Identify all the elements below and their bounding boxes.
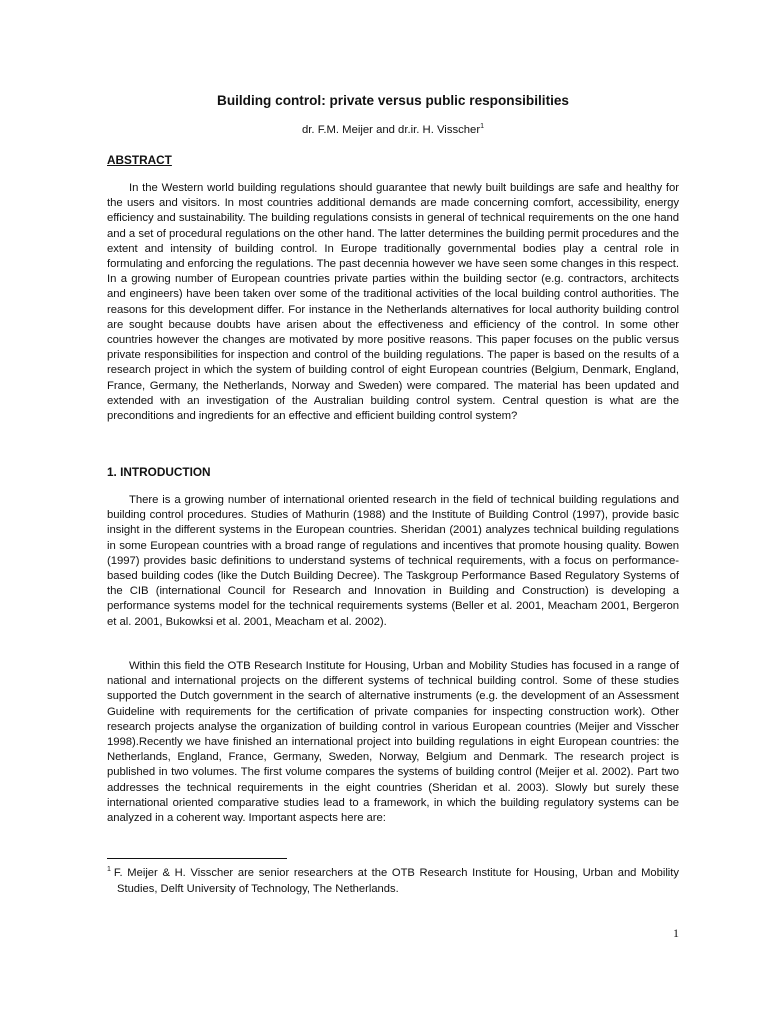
- footnote-text: F. Meijer & H. Visscher are senior researchers at the OTB Research Institute for Housing, Urban and Mobility Studies, Delft University of Technology, The Netherlands.: [113, 867, 679, 895]
- introduction-heading: 1. INTRODUCTION: [107, 465, 211, 479]
- abstract-heading: ABSTRACT: [107, 153, 172, 167]
- author-names: dr. F.M. Meijer and dr.ir. H. Visscher: [302, 124, 481, 136]
- author-footnote-marker: 1: [480, 123, 484, 130]
- author-line: [107, 122, 679, 138]
- footnote-marker: 1: [107, 866, 111, 873]
- footnote: [107, 866, 679, 897]
- introduction-paragraph: There is a growing number of international oriented research in the field of technical building regulations and building control procedures. Studies of Mathurin (1988) and the Institute of Building Control (1997), provide basic insight in the different systems in the European countries. Sheridan (2001) analyzes technical building regulations in some European countries with a broad range of regulations and incentives that promote housing quality. Bowen (1997) provides basic definitions to understand systems of technical requirements, with a focus on performance-based building codes (like the Dutch Building Decree). The Taskgroup Performance Based Regulatory Systems of the CIB (international Council for Research and Innovation in Building and Construction) is developing a performance systems model for the technical requirements systems (Beller et al. 2001, Meacham 2001, Bergeron et al. 2001, Bukowksi et al. 2001, Meacham et al. 2002).: [107, 494, 679, 628]
- abstract-paragraph: In the Western world building regulations should guarantee that newly built buildings are safe and healthy for the users and visitors. In most countries additional demands are made concerning comfort, accessibility, energy efficiency and sustainability. The building regulations consists in general of technical requirements on the one hand and a set of procedural regulations on the other hand. The latter determines the building permit procedures and the extent and intensity of building control. In Europe traditionally governmental bodies play a central role in formulating and enforcing the regulations. The past decennia however we have seen some changes in this respect. In a growing number of European countries private parties within the building sector (e.g. contractors, architects and engineers) have been taken over some of the traditional activities of the local building control authorities. The reasons for this development differ. For instance in the Netherlands alternatives for local authority building control are sought because doubts have arisen about the effectiveness and efficiency of the control. In some other countries however the changes are motivated by more positive reasons. This paper focuses on the public versus private responsibilities for inspection and control of the building regulations. The paper is based on the results of a research project in which the system of building control of eight European countries (Belgium, Denmark, England, France, Germany, the Netherlands, Norway and Sweden) were compared. The material has been updated and extended with an investigation of the Australian building control system. Central question is what are the preconditions and ingredients for an effective and efficient building control system?: [107, 182, 679, 423]
- paper-title: Building control: private versus public responsibilities: [217, 93, 569, 108]
- footnote-separator: [107, 858, 287, 859]
- page-number: 1: [673, 926, 679, 940]
- introduction-paragraph: Within this field the OTB Research Institute for Housing, Urban and Mobility Studies has focused in a range of national and international projects on the different systems of technical building control. Some of these studies supported the Dutch government in the search of alternative instruments (e.g. the development of an Assessment Guideline with requirements for the certification of private companies for inspecting construction work). Other research projects analyse the organization of building control in various European countries (Meijer and Visscher 1998).Recently we have finished an international project into building regulations in eight European countries: the Netherlands, England, France, Germany, Sweden, Norway, Belgium and Denmark. The research project is published in two volumes. The first volume compares the systems of building control (Meijer et al. 2002). Part two addresses the technical requirements in the eight countries (Sheridan et al. 2003). Slowly but surely these international oriented comparative studies lead to a framework, in which the building regulatory systems can be analyzed in a coherent way. Important aspects here are:: [107, 660, 679, 825]
